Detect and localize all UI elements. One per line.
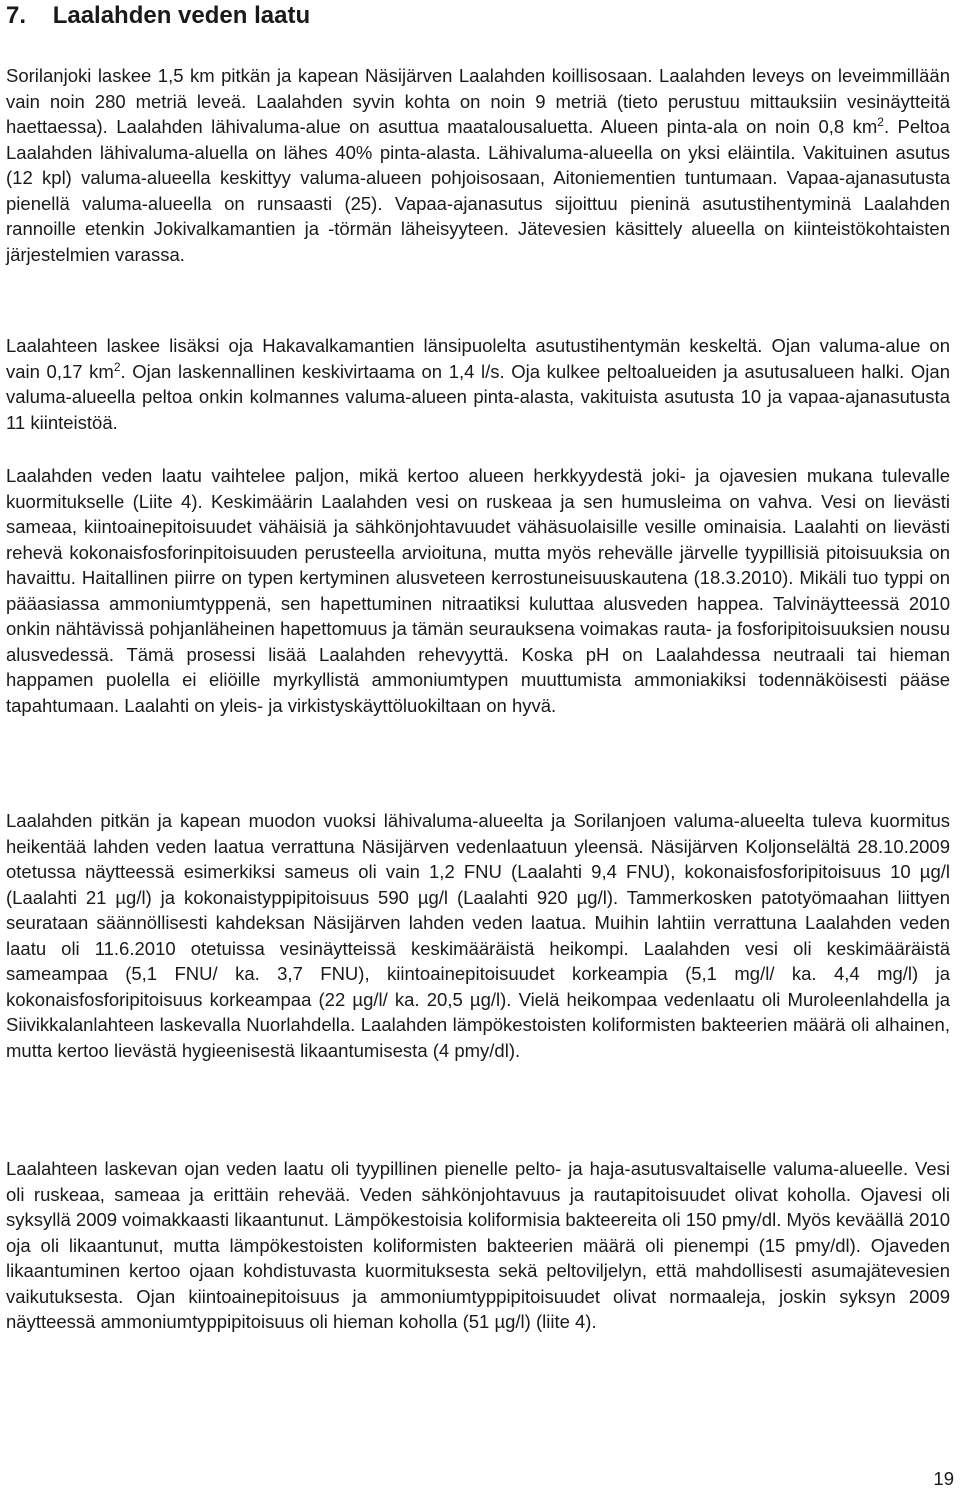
page-number: 19	[933, 1468, 954, 1489]
paragraph-text: . Ojan laskennallinen keskivirtaama on 1,4 l/s. Oja kulkee peltoalueiden ja asutusalueen halki. Ojan valuma-alueella peltoa onkin kolmannes valuma-alueen pinta-alasta, vakituista asutusta 10 ja vapaa-ajanasutusta 11 kiinteistöä.	[6, 360, 950, 433]
paragraph-text: . Peltoa Laalahden lähivaluma-aluella on lähes 40% pinta-alasta. Lähivaluma-alueella on yksi eläintila. Vakituinen asutus (12 kpl) valuma-alueella keskittyy valuma-alueen pohjoisosaan, Aitoniementien tuntumaan. Vapaa-ajanasutusta pienellä valuma-alueella on runsaasti (25). Vapaa-ajanasutus sijoittuu pieninä asutustihentyminä Laalahden rannoille etenkin Jokivalkamantien ja -törmän läheisyyteen. Jätevesien käsittely alueella on kiinteistökohtaisten järjestelmien varassa.	[6, 116, 950, 265]
paragraph-water-quality: Laalahden veden laatu vaihtelee paljon, mikä kertoo alueen herkkyydestä joki- ja ojavesien mukana tulevalle kuormitukselle (Liite 4). Keskimäärin Laalahden vesi on ruskeaa ja sen humusleima on vahva. Vesi on lievästi sameaa, kiintoainepitoisuudet vähäisiä ja sähkönjohtavuudet vähäsuolaisille vesille ominaisia. Laalahti on lievästi rehevä kokonaisfosforinpitoisuuden perusteella arvioituna, mutta myös rehevälle järvelle tyypillisiä pitoisuuksia on havaittu. Haitallinen piirre on typen kertyminen alusveteen kerrostuneisuuskautena (18.3.2010). Mikäli tuo typpi on pääasiassa ammoniumtyppenä, sen hapettuminen nitraatiksi kuluttaa alusveden happea. Talvinäytteessä 2010 onkin nähtävissä pohjanläheinen hapettomuus ja tämän seurauksena voimakas rauta- ja fosforipitoisuuksien nousu alusvedessä. Tämä prosessi lisää Laalahden rehevyyttä. Koska pH on Laalahdessa neutraali tai hieman happamen puolella ei eliöille myrkyllistä ammoniumtypen muuttumista ammoniakiksi todennäköisesti pääse tapahtumaan. Laalahti on yleis- ja virkistyskäyttöluokiltaan on hyvä.	[6, 465, 950, 716]
superscript-two: 2	[113, 359, 121, 374]
paragraph-ditch-description	[6, 333, 950, 435]
paragraph-catchment-description	[6, 63, 950, 267]
section-title: Laalahden veden laatu	[52, 2, 311, 29]
section-number: 7.	[6, 2, 27, 29]
section-heading	[6, 0, 310, 32]
paragraph-ditch-water-quality: Laalahteen laskevan ojan veden laatu oli tyypillinen pienelle pelto- ja haja-asutusvaltaiselle valuma-alueelle. Vesi oli ruskeaa, sameaa ja erittäin rehevää. Veden sähkönjohtavuus ja rautapitoisuudet olivat koholla. Ojavesi oli syksyllä 2009 voimakkaasti likaantunut. Lämpökestoisia koliformisia bakteereita oli 150 pmy/dl. Myös keväällä 2010 oja oli likaantunut, mutta lämpökestoisten koliformisten bakteerien määrä oli pienempi (15 pmy/dl). Ojaveden likaantuminen kertoo ojaan kohdistuvasta kuormituksesta sekä peltoviljelyn, että mahdollisesti asumajätevesien vaikutuksesta. Ojan kiintoainepitoisuus ja ammoniumtyppipitoisuudet olivat normaaleja, joskin syksyn 2009 näytteessä ammoniumtyppipitoisuus oli hieman koholla (51 µg/l) (liite 4).	[6, 1158, 950, 1332]
paragraph-comparison: Laalahden pitkän ja kapean muodon vuoksi lähivaluma-alueelta ja Sorilanjoen valuma-alueelta tuleva kuormitus heikentää lahden veden laatua verrattuna Näsijärven vedenlaatuun yleensä. Näsijärven Koljonselältä 28.10.2009 otetussa näytteessä esimerkiksi sameus oli vain 1,2 FNU (Laalahti 9,4 FNU), kokonaisfosforipitoisuus 10 µg/l (Laalahti 21 µg/l) ja kokonaistyppipitoisuus 590 µg/l (Laalahti 920 µg/l). Tammerkosken patotyömaahan liittyen seurataan säännöllisesti kahdeksan Näsijärven lahden veden laatua. Muihin lahtiin verrattuna Laalahden veden laatu oli 11.6.2010 otetuissa vesinäytteissä keskimääräistä heikompi. Laalahden vesi oli keskimääräistä sameampaa (5,1 FNU/ ka. 3,7 FNU), kiintoainepitoisuudet korkeampia (5,1 mg/l/ ka. 4,4 mg/l) ja kokonaisfosforipitoisuus korkeampaa (22 µg/l/ ka. 20,5 µg/l). Vielä heikompaa vedenlaatu oli Muroleenlahdella ja Siivikkalanlahteen laskevalla Nuorlahdella. Laalahden lämpökestoisten koliformisten bakteerien määrä oli alhainen, mutta kertoo lievästä hygieenisestä likaantumisesta (4 pmy/dl).	[6, 810, 950, 1061]
paragraph-text: Sorilanjoki laskee 1,5 km pitkän ja kapean Näsijärven Laalahden koillisosaan. Laalahden leveys on leveimmillään vain noin 280 metriä leveä. Laalahden syvin kohta on noin 9 metriä (tieto perustuu mittauksiin vesinäytteitä haettaessa). Laalahden lähivaluma-alue on asuttua maatalousaluetta. Alueen pinta-ala on noin 0,8 km	[6, 65, 950, 137]
superscript-two: 2	[877, 115, 884, 129]
paragraph-text: Laalahteen laskee lisäksi oja Hakavalkamantien länsipuolelta asutustihentymän keskeltä. Ojan valuma-alue on vain 0,17 km	[6, 335, 950, 382]
